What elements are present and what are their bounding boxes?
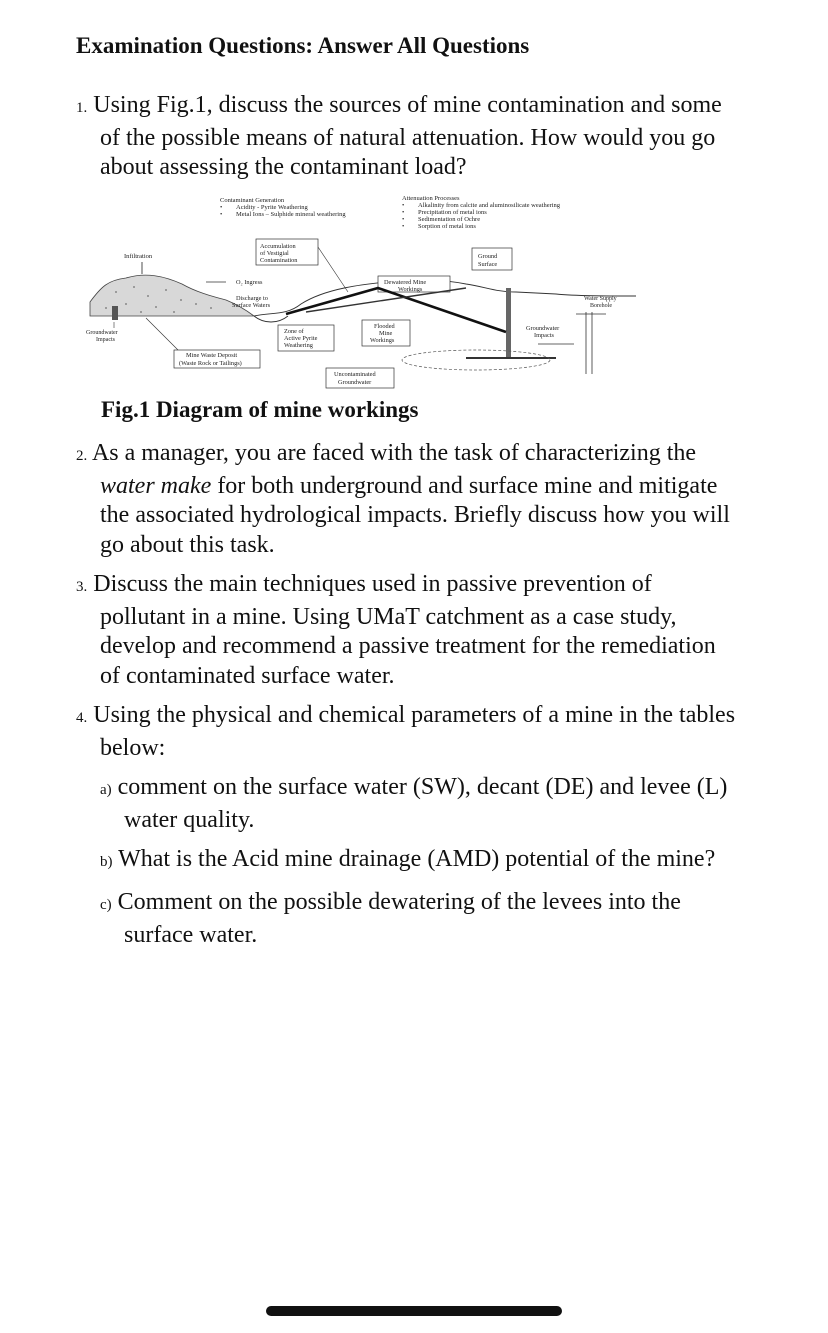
- contaminant-generation-heading: Contaminant Generation: [220, 197, 285, 204]
- label-accumulation: Accumulation: [260, 243, 296, 250]
- page-title: Examination Questions: Answer All Questions: [76, 33, 530, 58]
- label-gw-impacts-right: Impacts: [534, 332, 554, 339]
- label-zone: Weathering: [284, 342, 313, 349]
- label-discharge: Discharge to: [236, 295, 268, 302]
- part-text: water quality.: [124, 806, 255, 833]
- part-text: Comment on the possible dewatering of the levees into the: [117, 889, 681, 915]
- label-ground-surface: Ground: [478, 253, 498, 260]
- label-o2-ingress: O₂ Ingress: [236, 279, 263, 286]
- question-4b: [100, 845, 780, 878]
- label-zone: Active Pyrite: [284, 335, 318, 342]
- bullet-icon: •: [402, 209, 405, 216]
- pointer-line: [318, 247, 348, 292]
- part-label: b): [100, 854, 113, 870]
- label-flooded: Flooded: [374, 323, 395, 330]
- question-text: for both underground and surface mine and mitigate: [217, 472, 718, 499]
- question-4: [76, 701, 776, 763]
- question-text: Using Fig.1, discuss the sources of mine contamination and some: [93, 92, 722, 118]
- question-2: [76, 439, 776, 560]
- label-deposit: (Waste Rock or Tailings): [179, 360, 242, 367]
- part-text: What is the Acid mine drainage (AMD) potential of the mine?: [118, 846, 716, 872]
- stream-channel: [254, 316, 288, 322]
- label-dewatered: Workings: [398, 286, 423, 293]
- label-uncontaminated: Groundwater: [338, 379, 372, 386]
- groundwater-plume: [402, 350, 550, 370]
- label-discharge: Surface Waters: [232, 302, 271, 309]
- label-uncontaminated: Uncontaminated: [334, 371, 376, 378]
- question-text: Using the physical and chemical parameters of a mine in the tables: [93, 702, 736, 728]
- label-flooded: Workings: [370, 337, 395, 344]
- question-1: [76, 91, 776, 183]
- question-text: the associated hydrological impacts. Briefly discuss how you will: [100, 502, 730, 528]
- question-text: of the possible means of natural attenuation. How would you go: [100, 124, 716, 151]
- pipe-icon: [112, 306, 118, 320]
- attenuation-heading: Attenuation Processes: [402, 195, 460, 202]
- question-3: [76, 570, 776, 691]
- part-label: c): [100, 897, 112, 913]
- part-text: surface water.: [124, 921, 258, 948]
- label-dewatered: Dewatered Mine: [384, 279, 427, 286]
- label-deposit: Mine Waste Deposit: [186, 352, 238, 359]
- label-flooded: Mine: [379, 330, 393, 337]
- home-indicator[interactable]: [266, 1306, 562, 1316]
- question-number: 1.: [76, 100, 88, 116]
- bullet-icon: •: [402, 223, 405, 230]
- label-gw-impacts-right: Groundwater: [526, 325, 560, 332]
- question-text: below:: [100, 734, 166, 761]
- question-text: As a manager, you are faced with the task of characterizing the: [91, 440, 697, 466]
- bullet-icon: •: [402, 216, 405, 223]
- italic-term: water make: [100, 472, 212, 499]
- question-number: 2.: [76, 448, 88, 464]
- label-ground-surface: Surface: [478, 261, 498, 268]
- question-4c: [100, 888, 780, 950]
- question-text: of contaminated surface water.: [100, 662, 395, 689]
- question-4a: [100, 773, 780, 835]
- attenuation-item: Sedimentation of Ochre: [418, 216, 481, 223]
- mine-shaft: [506, 288, 511, 358]
- attenuation-item: Alkalinity from calcite and aluminosilicate weathering: [418, 202, 561, 209]
- part-text: comment on the surface water (SW), decant (DE) and levee (L): [117, 774, 728, 800]
- label-gw-impacts-left: Impacts: [96, 337, 115, 343]
- contaminant-item: Acidity - Pyrite Weathering: [236, 204, 308, 211]
- label-accumulation: Contamination: [260, 257, 298, 264]
- bullet-icon: •: [220, 204, 223, 211]
- question-number: 3.: [76, 579, 88, 595]
- bullet-icon: •: [220, 211, 223, 218]
- label-water-supply: Borehole: [590, 303, 612, 309]
- attenuation-item: Sorption of metal ions: [418, 223, 476, 230]
- attenuation-item: Precipitation of metal ions: [418, 209, 487, 216]
- question-text: pollutant in a mine. Using UMaT catchment as a case study,: [100, 603, 677, 630]
- label-gw-impacts-left: Groundwater: [86, 330, 118, 336]
- question-text: about assessing the contaminant load?: [100, 154, 467, 180]
- question-number: 4.: [76, 710, 88, 726]
- question-text: go about this task.: [100, 531, 275, 558]
- figure-caption: Fig.1 Diagram of mine workings: [101, 397, 419, 422]
- mine-workings-diagram: [86, 192, 636, 392]
- label-accumulation: of Vestigial: [260, 250, 289, 257]
- contaminant-item: Metal Ions – Sulphide mineral weathering: [236, 211, 346, 218]
- label-water-supply: Water Supply: [584, 296, 617, 302]
- question-text: develop and recommend a passive treatment for the remediation: [100, 633, 716, 659]
- label-zone: Zone of: [284, 328, 304, 335]
- question-text: Discuss the main techniques used in passive prevention of: [93, 571, 652, 597]
- bullet-icon: •: [402, 202, 405, 209]
- label-infiltration: Infiltration: [124, 253, 153, 260]
- pointer-line: [146, 318, 178, 350]
- part-label: a): [100, 782, 112, 798]
